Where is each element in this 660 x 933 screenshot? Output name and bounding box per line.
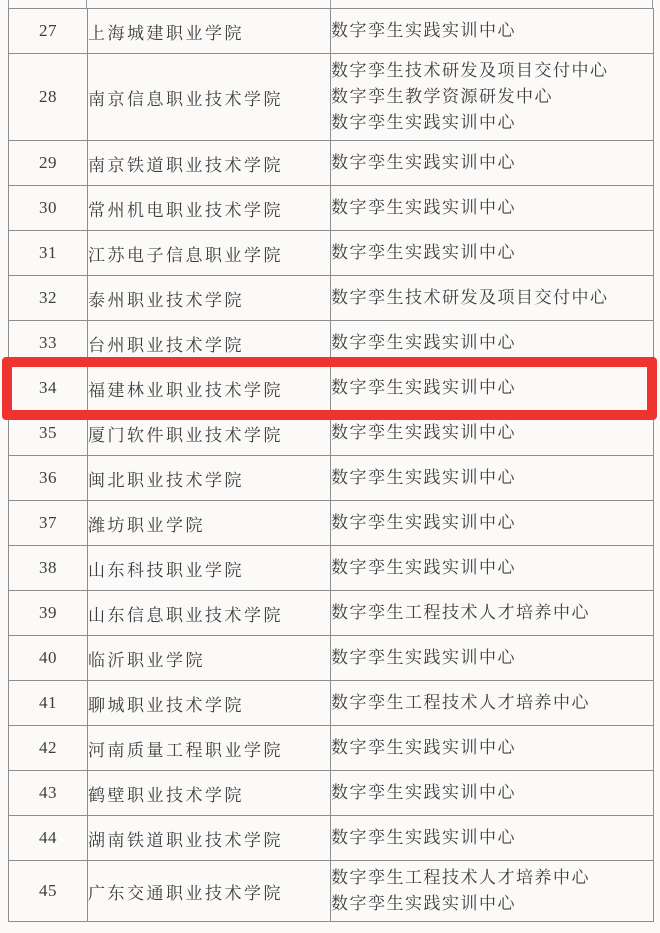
table-row bbox=[9, 726, 654, 771]
institution-cell: 福建林业职业技术学院 bbox=[88, 366, 331, 411]
center-name: 数字孪生实践实训中心 bbox=[331, 558, 516, 577]
institution-cell: 江苏电子信息职业学院 bbox=[88, 231, 331, 276]
row-number-cell: 38 bbox=[9, 546, 88, 591]
table-row bbox=[9, 366, 654, 411]
institution-cell: 临沂职业学院 bbox=[88, 636, 331, 681]
table-row bbox=[9, 456, 654, 501]
center-name: 数字孪生工程技术人才培养中心 bbox=[331, 693, 590, 712]
center-name: 数字孪生实践实训中心 bbox=[331, 333, 516, 352]
institution-cell: 山东信息职业技术学院 bbox=[88, 591, 331, 636]
table-row bbox=[9, 816, 654, 861]
table-row bbox=[9, 591, 654, 636]
center-name: 数字孪生实践实训中心 bbox=[331, 243, 516, 262]
centers-cell bbox=[331, 321, 654, 366]
row-number-cell: 32 bbox=[9, 276, 88, 321]
row-number-cell: 39 bbox=[9, 591, 88, 636]
center-name: 数字孪生实践实训中心 bbox=[331, 423, 516, 442]
centers-cell bbox=[331, 456, 654, 501]
center-name: 数字孪生实践实训中心 bbox=[331, 828, 516, 847]
centers-cell bbox=[331, 186, 654, 231]
centers-cell bbox=[331, 546, 654, 591]
institution-cell: 广东交通职业技术学院 bbox=[88, 861, 331, 922]
centers-cell bbox=[331, 636, 654, 681]
center-name: 数字孪生实践实训中心 bbox=[331, 21, 516, 40]
center-name: 数字孪生技术研发及项目交付中心 bbox=[331, 61, 609, 80]
row-number-cell: 27 bbox=[9, 9, 88, 54]
table-row bbox=[9, 276, 654, 321]
row-number-cell: 29 bbox=[9, 141, 88, 186]
center-name: 数字孪生实践实训中心 bbox=[331, 113, 516, 132]
table-gridline-remnant bbox=[330, 0, 331, 8]
center-name: 数字孪生实践实训中心 bbox=[331, 894, 516, 913]
table-row bbox=[9, 186, 654, 231]
row-number-cell: 34 bbox=[9, 366, 88, 411]
table-gridline-remnant bbox=[652, 0, 653, 8]
row-number-cell: 42 bbox=[9, 726, 88, 771]
institution-cell: 河南质量工程职业学院 bbox=[88, 726, 331, 771]
center-name: 数字孪生实践实训中心 bbox=[331, 738, 516, 757]
row-number-cell: 36 bbox=[9, 456, 88, 501]
table-gridline-remnant bbox=[8, 0, 9, 8]
center-name: 数字孪生实践实训中心 bbox=[331, 783, 516, 802]
table-row bbox=[9, 9, 654, 54]
center-name: 数字孪生实践实训中心 bbox=[331, 153, 516, 172]
centers-table bbox=[8, 8, 654, 922]
institution-cell: 鹤壁职业技术学院 bbox=[88, 771, 331, 816]
row-number-cell: 43 bbox=[9, 771, 88, 816]
center-name: 数字孪生技术研发及项目交付中心 bbox=[331, 288, 609, 307]
centers-cell bbox=[331, 231, 654, 276]
institution-cell: 厦门软件职业技术学院 bbox=[88, 411, 331, 456]
centers-cell bbox=[331, 771, 654, 816]
centers-cell bbox=[331, 411, 654, 456]
table-row bbox=[9, 231, 654, 276]
centers-cell bbox=[331, 591, 654, 636]
row-number-cell: 31 bbox=[9, 231, 88, 276]
table-gridline-remnant bbox=[86, 0, 87, 8]
institution-cell: 湖南铁道职业技术学院 bbox=[88, 816, 331, 861]
center-name: 数字孪生教学资源研发中心 bbox=[331, 87, 553, 106]
center-name: 数字孪生实践实训中心 bbox=[331, 378, 516, 397]
centers-cell bbox=[331, 861, 654, 922]
center-name: 数字孪生工程技术人才培养中心 bbox=[331, 868, 590, 887]
centers-cell bbox=[331, 726, 654, 771]
table-row bbox=[9, 681, 654, 726]
centers-cell bbox=[331, 681, 654, 726]
institution-cell: 上海城建职业学院 bbox=[88, 9, 331, 54]
centers-cell bbox=[331, 276, 654, 321]
row-number-cell: 35 bbox=[9, 411, 88, 456]
table-row bbox=[9, 411, 654, 456]
row-number-cell: 40 bbox=[9, 636, 88, 681]
row-number-cell: 33 bbox=[9, 321, 88, 366]
table-row bbox=[9, 771, 654, 816]
institution-cell: 泰州职业技术学院 bbox=[88, 276, 331, 321]
table-row bbox=[9, 861, 654, 922]
table-row bbox=[9, 54, 654, 141]
institution-cell: 山东科技职业学院 bbox=[88, 546, 331, 591]
institution-cell: 聊城职业技术学院 bbox=[88, 681, 331, 726]
institution-cell: 南京信息职业技术学院 bbox=[88, 54, 331, 141]
row-number-cell: 44 bbox=[9, 816, 88, 861]
institution-cell: 南京铁道职业技术学院 bbox=[88, 141, 331, 186]
row-number-cell: 28 bbox=[9, 54, 88, 141]
centers-cell bbox=[331, 366, 654, 411]
table-row bbox=[9, 141, 654, 186]
table-row bbox=[9, 546, 654, 591]
center-name: 数字孪生工程技术人才培养中心 bbox=[331, 603, 590, 622]
centers-cell bbox=[331, 501, 654, 546]
table-row bbox=[9, 321, 654, 366]
institution-cell: 潍坊职业学院 bbox=[88, 501, 331, 546]
institution-cell: 常州机电职业技术学院 bbox=[88, 186, 331, 231]
institution-cell: 台州职业技术学院 bbox=[88, 321, 331, 366]
table-row bbox=[9, 501, 654, 546]
centers-cell bbox=[331, 141, 654, 186]
center-name: 数字孪生实践实训中心 bbox=[331, 513, 516, 532]
centers-cell bbox=[331, 816, 654, 861]
row-number-cell: 41 bbox=[9, 681, 88, 726]
center-name: 数字孪生实践实训中心 bbox=[331, 198, 516, 217]
row-number-cell: 37 bbox=[9, 501, 88, 546]
table-row bbox=[9, 636, 654, 681]
centers-cell bbox=[331, 9, 654, 54]
row-number-cell: 30 bbox=[9, 186, 88, 231]
institution-cell: 闽北职业技术学院 bbox=[88, 456, 331, 501]
center-name: 数字孪生实践实训中心 bbox=[331, 648, 516, 667]
row-number-cell: 45 bbox=[9, 861, 88, 922]
center-name: 数字孪生实践实训中心 bbox=[331, 468, 516, 487]
table-body bbox=[9, 9, 654, 922]
centers-cell bbox=[331, 54, 654, 141]
